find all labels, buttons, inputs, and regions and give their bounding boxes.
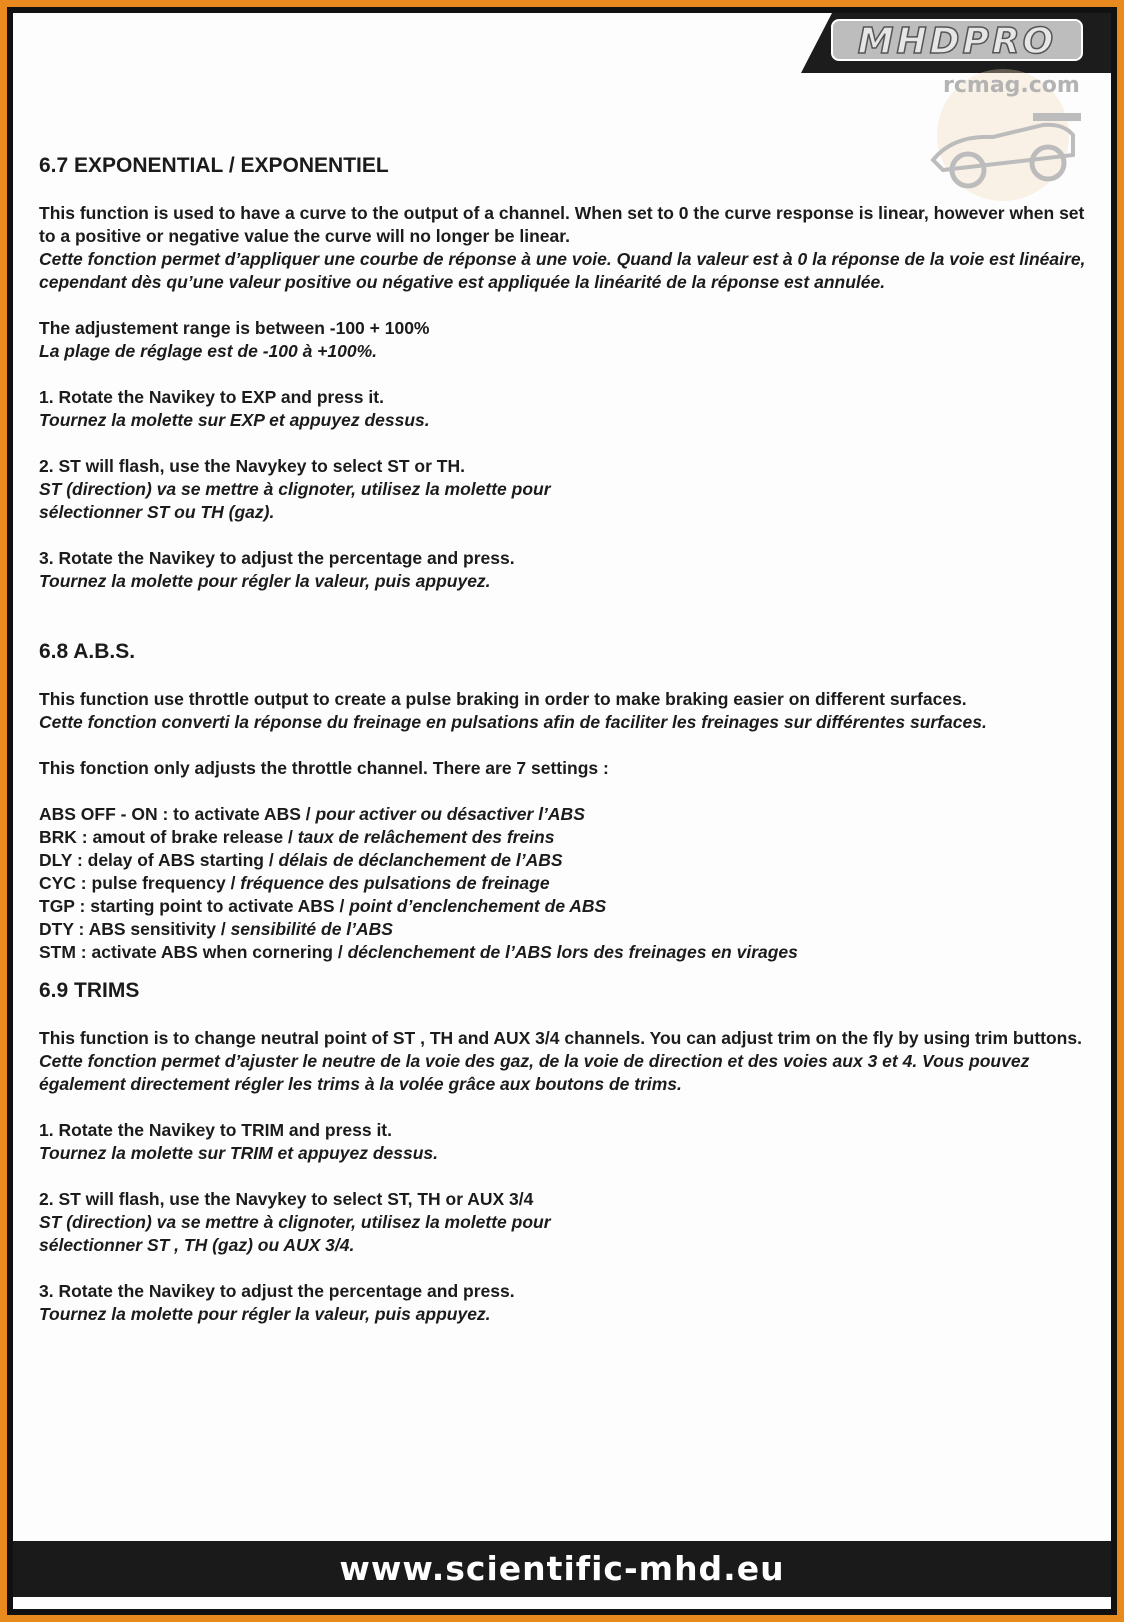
french-text: Cette fonction permet d’ajuster le neutre de la voie des gaz, de la voie de direction et des voies aux 3 et 4. Vous pouvez également directement régler les trims à la volée grâce aux boutons de trims. xyxy=(39,1051,1030,1094)
french-text: ST (direction) va se mettre à clignoter, utilisez la molette pour sélectionner ST , TH (gaz) ou AUX 3/4. xyxy=(39,1212,551,1255)
french-text: Tournez la molette sur TRIM et appuyez dessus. xyxy=(39,1143,439,1163)
english-text: 1. Rotate the Navikey to EXP and press it. xyxy=(39,387,384,407)
list-item: BRK : amout of brake release / taux de relâchement des freins xyxy=(39,827,555,847)
french-text: Cette fonction converti la réponse du freinage en pulsations afin de faciliter les freinages sur différentes surfaces. xyxy=(39,712,987,732)
french-text: Tournez la molette sur EXP et appuyez dessus. xyxy=(39,410,430,430)
english-text: The adjustement range is between -100 + 100% xyxy=(39,318,430,338)
english-text: 2. ST will flash, use the Navykey to select ST, TH or AUX 3/4 xyxy=(39,1189,534,1209)
paragraph xyxy=(39,317,1099,363)
page-frame xyxy=(7,7,1117,1615)
english-text: 3. Rotate the Navikey to adjust the percentage and press. xyxy=(39,548,515,568)
section-heading-exponential: 6.7 EXPONENTIAL / EXPONENTIEL xyxy=(39,154,389,177)
french-text: Cette fonction permet d’appliquer une courbe de réponse à une voie. Quand la valeur est à 0 la réponse de la voie est linéaire, cependant dès qu’une valeur positive ou négative est appliquée la linéarité de la réponse est annulée. xyxy=(39,249,1086,292)
english-text: 3. Rotate the Navikey to adjust the percentage and press. xyxy=(39,1281,515,1301)
paragraph xyxy=(39,757,1099,780)
section-heading-abs: 6.8 A.B.S. xyxy=(39,640,136,663)
english-text: This function is to change neutral point of ST , TH and AUX 3/4 channels. You can adjust trim on the fly by using trim buttons. xyxy=(39,1028,1082,1048)
list-item: STM : activate ABS when cornering / déclenchement de l’ABS lors des freinages en virages xyxy=(39,942,798,962)
brand-logo: MHDPRO xyxy=(831,19,1083,61)
step xyxy=(39,455,1099,524)
english-text: This function is used to have a curve to the output of a channel. When set to 0 the curve response is linear, however when set to a positive or negative value the curve will no longer be linear. xyxy=(39,203,1085,246)
list-item: DLY : delay of ABS starting / délais de déclanchement de l’ABS xyxy=(39,850,563,870)
english-text: 2. ST will flash, use the Navykey to select ST or TH. xyxy=(39,456,465,476)
step xyxy=(39,1280,1099,1326)
footer-url: www.scientific-mhd.eu xyxy=(13,1541,1111,1597)
section-heading-trims: 6.9 TRIMS xyxy=(39,979,140,1002)
watermark-text: rcmag.com xyxy=(943,73,1080,98)
list-item: CYC : pulse frequency / fréquence des pulsations de freinage xyxy=(39,873,550,893)
step xyxy=(39,547,1099,593)
paragraph xyxy=(39,1027,1099,1096)
step xyxy=(39,1188,1099,1257)
list-item: TGP : starting point to activate ABS / point d’enclenchement de ABS xyxy=(39,896,607,916)
manual-page xyxy=(13,13,1111,1609)
french-text: Tournez la molette pour régler la valeur, puis appuyez. xyxy=(39,571,491,591)
step xyxy=(39,386,1099,432)
page-content xyxy=(39,153,1099,1326)
french-text: La plage de réglage est de -100 à +100%. xyxy=(39,341,378,361)
settings-list xyxy=(39,803,1099,964)
list-item: DTY : ABS sensitivity / sensibilité de l’ABS xyxy=(39,919,393,939)
french-text: Tournez la molette pour régler la valeur, puis appuyez. xyxy=(39,1304,491,1324)
english-text: 1. Rotate the Navikey to TRIM and press it. xyxy=(39,1120,392,1140)
english-text: This function use throttle output to create a pulse braking in order to make braking easier on different surfaces. xyxy=(39,689,967,709)
french-text: ST (direction) va se mettre à clignoter, utilisez la molette pour sélectionner ST ou TH (gaz). xyxy=(39,479,551,522)
list-item: ABS OFF - ON : to activate ABS / pour activer ou désactiver l’ABS xyxy=(39,804,585,824)
english-text: This fonction only adjusts the throttle channel. There are 7 settings : xyxy=(39,758,609,778)
paragraph xyxy=(39,202,1099,294)
step xyxy=(39,1119,1099,1165)
paragraph xyxy=(39,688,1099,734)
